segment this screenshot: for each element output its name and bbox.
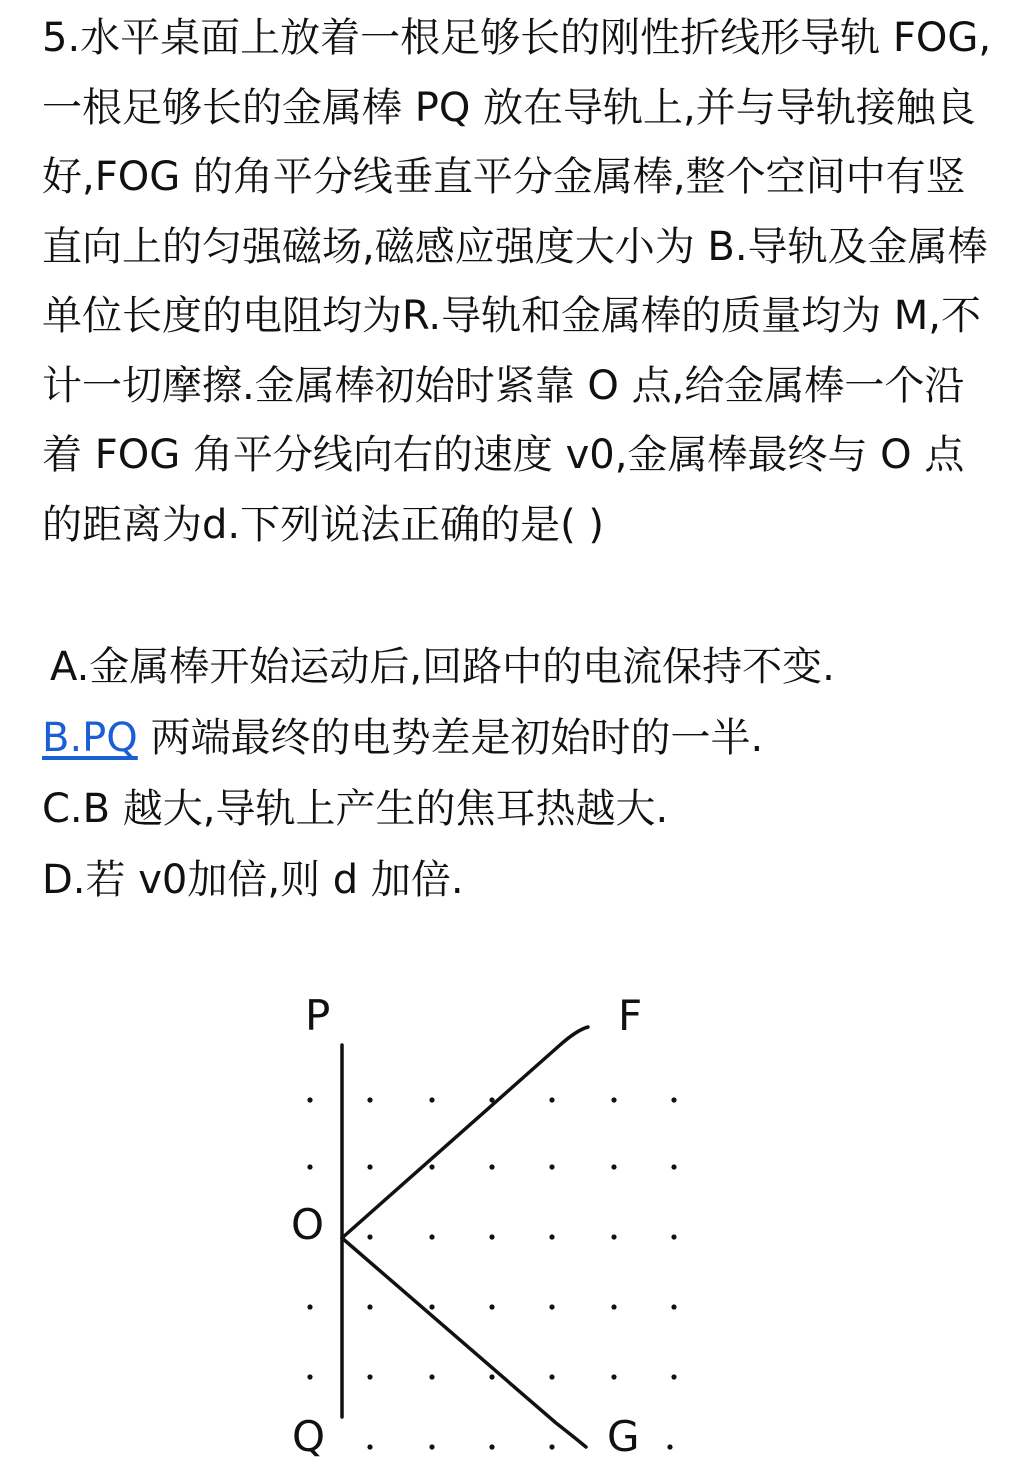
dot-field-icon bbox=[307, 1097, 676, 1449]
option-a: A.金属棒开始运动后,回路中的电流保持不变. bbox=[50, 644, 835, 690]
option-b bbox=[42, 703, 1002, 774]
label-o: O bbox=[291, 1200, 325, 1249]
option-d: D.若 v0加倍,则 d 加倍. bbox=[42, 857, 464, 903]
question-stem bbox=[42, 4, 1002, 560]
option-c: C.B 越大,导轨上产生的焦耳热越大. bbox=[42, 786, 669, 832]
label-p: P bbox=[305, 991, 331, 1040]
option-b-link[interactable]: B.PQ bbox=[42, 715, 138, 761]
rail-diagram bbox=[270, 985, 730, 1464]
label-g: G bbox=[607, 1412, 640, 1461]
option-b-text: 两端最终的电势差是初始时的一半. bbox=[137, 715, 764, 761]
label-f: F bbox=[618, 991, 643, 1040]
label-q: Q bbox=[292, 1412, 326, 1461]
rail-diagram-svg bbox=[270, 985, 730, 1464]
question-text: 5.水平桌面上放着一根足够长的刚性折线形导轨 FOG,一根足够长的金属棒 PQ 放在导轨上,并与导轨接触良好,FOG 的角平分线垂直平分金属棒,整个空间中有竖直向上的匀强磁场,磁感应强度大小为 B.导轨及金属棒单位长度的电阻均为R.导轨和金属棒的质量均为 M,不计一切摩擦.金属棒初始时紧靠 O 点,给金属棒一个沿着 FOG 角平分线向右的速度 v0,金属棒最终与 O 点的距离为d.下列说法正确的是( ) bbox=[42, 15, 992, 548]
answer-options bbox=[42, 632, 1002, 916]
rail-og bbox=[342, 1238, 586, 1447]
rail-of bbox=[342, 1027, 588, 1238]
